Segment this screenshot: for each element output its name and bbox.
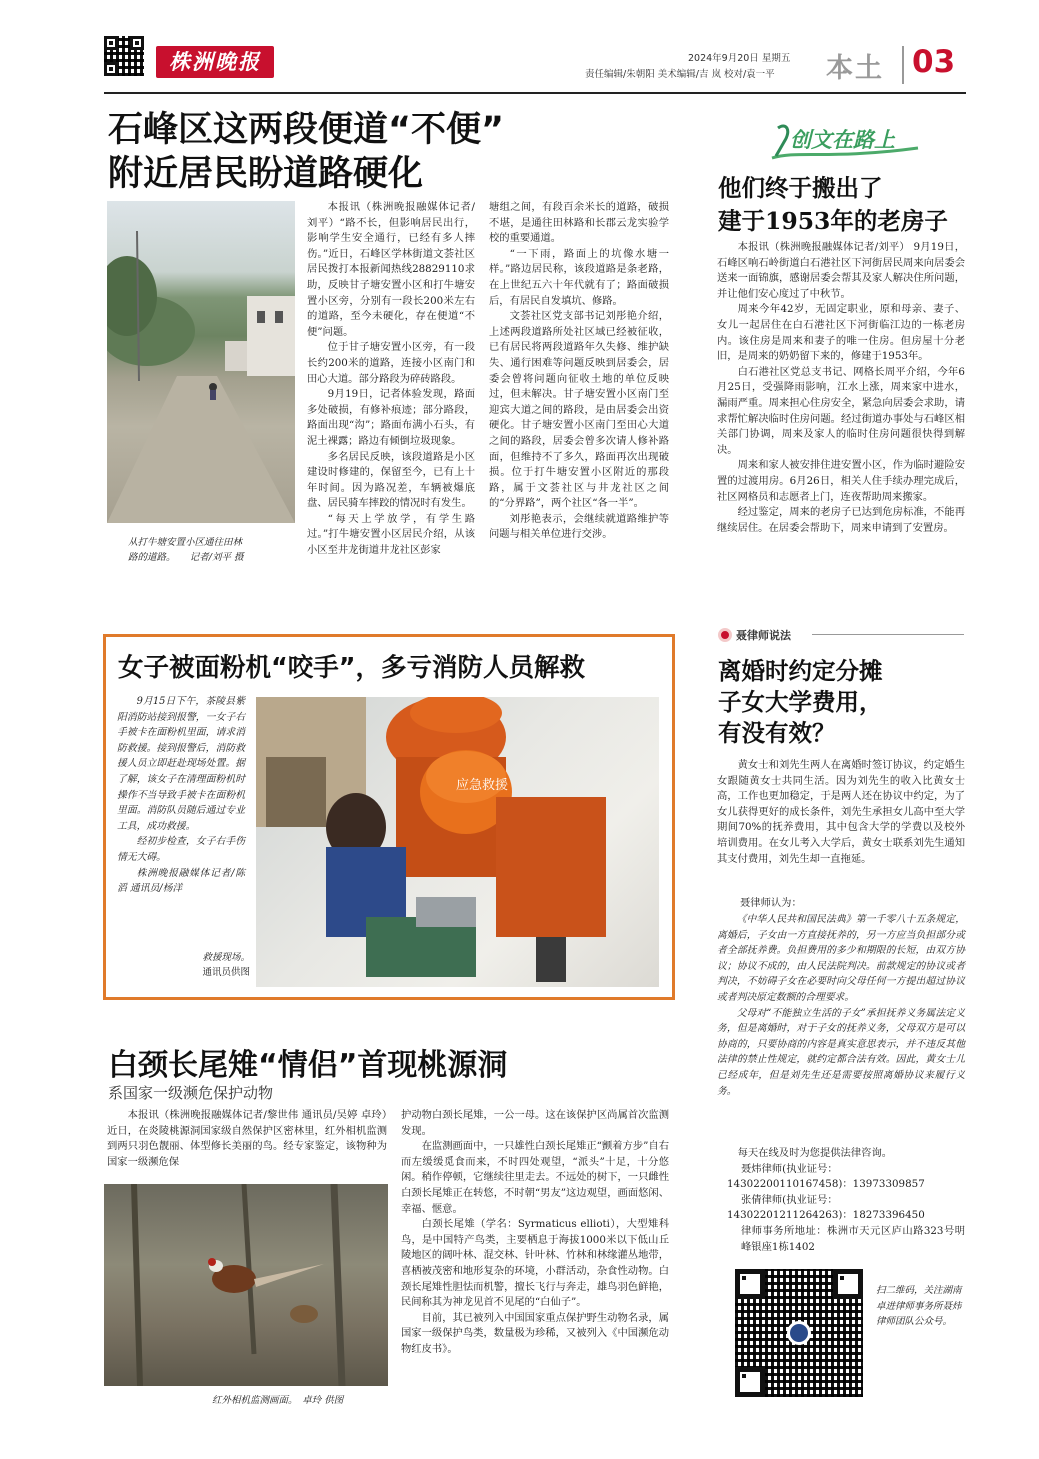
article1-paragraph: 本报讯（株洲晚报融媒体记者/刘平）“路不长，但影响居民出行，影响学生安全通行，已经有多人摔伤。”近日，石峰区学林街道文荟社区居民拨打本报新闻热线28829110求助，反映甘子塘安置小区和打牛塘安置小区旁，分别有一段长200米左右的道路，至今未硬化，存在便道“不便”问题。: [307, 201, 475, 338]
pheasant-photo-illustration: [104, 1184, 388, 1386]
article2-paragraph: 9月15日下午，茶陵县紫阳消防站接到报警，一女子右手被卡在面粉机里面，请求消防救援。接到报警后，消防救援人员立即赶赴现场处置。据了解，该女子在清理面粉机时操作不当导致手被卡在面粉机里面。消防队员随后通过专业工具，成功救援。: [117, 696, 245, 832]
article5-opinion-paragraph: 父母对“不能独立生活的子女”承担抚养义务属法定义务，但是离婚时，对于子女的抚养义务，父母双方是可以协商的，只要协商的内容是真实意思表示，并不违反其他法律的禁止性规定，就约定都合法有效。因此，黄女士儿已经成年，但是刘先生还是需要按照离婚协议来履行义务。: [717, 1007, 965, 1097]
article1-headline-line1: 石峰区这两段便道“不便”: [108, 110, 505, 150]
article5-contact: [717, 1146, 965, 1255]
creative-civilization-banner: [768, 120, 928, 164]
column-label: 聂律师说法: [736, 629, 791, 642]
rescue-photo-caption: [180, 950, 250, 980]
lawyer2-id: 14302201211264263)：18273396450: [727, 1209, 925, 1222]
article5-opinion-title: 聂律师认为：: [740, 897, 802, 909]
rescue-photo: [256, 697, 659, 987]
article1-headline: [108, 108, 504, 196]
article3-headline: 白颈长尾雉“情侣”首现桃源洞: [108, 1048, 508, 1083]
article3-paragraph: 在监测画面中，一只雄性白颈长尾雉正“颤着方步”自右而左缓缓觅食而来，不时四处观望，“派头”十足，十分悠闲。稍作停顿，它继续往里走去。不远处的树下，一只雌性白颈长尾雉正在转悠，不时朝“男友”这边观望，画面悠闲、幸福、惬意。: [401, 1140, 669, 1215]
lawyer1-name: 聂炜律师(执业证号：: [741, 1162, 838, 1175]
section-name: 本土: [826, 53, 884, 84]
road-photo: [107, 201, 295, 523]
article4-paragraph: 周来和家人被安排住进安置小区，作为临时避险安置的过渡用房。6月26日，相关人住手续办理完成后，社区网格员和志愿者上门，连夜帮助周来搬家。: [717, 459, 965, 503]
article5-opinion-paragraph: 《中华人民共和国民法典》第一千零八十五条规定，离婚后，子女由一方直接抚养的，另一方应当负担部分或者全部抚养费。负担费用的多少和期限的长短，由双方协议；协议不成的，由人民法院判决。前款规定的协议或者判决，不妨碍子女在必要时向父母任何一方提出超过协议或者判决原定数额的合理要求。: [717, 914, 965, 1003]
article5-headline-line2: 子女大学费用，: [718, 688, 883, 716]
masthead-qr-code[interactable]: [104, 36, 144, 76]
article2-headline: 女子被面粉机“咬手”，多亏消防人员解救: [118, 653, 586, 683]
contact-intro: 每天在线及时为您提供法律咨询。: [737, 1147, 893, 1159]
article4-headline-line1: 他们终于搬出了: [718, 174, 883, 202]
article1-column1: [307, 200, 475, 559]
section-divider: [902, 46, 904, 84]
article4-headline: [718, 172, 948, 238]
law-firm-qr-code[interactable]: [735, 1269, 863, 1397]
law-firm-address: 律师事务所地址：株洲市天元区庐山路323号明峰银座1栋1402: [741, 1224, 965, 1253]
article3-paragraph: 目前，其已被列入中国国家重点保护野生动物名录，属国家一级保护鸟类，数量极为珍稀，又被列入《中国濒危动物红皮书》。: [401, 1311, 669, 1355]
article1-paragraph: 9月19日，记者体验发现，路面多处破损，有修补痕迹；部分路段，路面出现“沟”；路面布满小石头，有泥土裸露；路边有倾倒垃圾现象。: [307, 388, 475, 447]
pheasant-photo: [104, 1184, 388, 1386]
article1-paragraph: “每天上学放学，有学生路过。”打牛塘安置小区居民介绍，从该小区至井龙街道井龙社区彭家: [307, 512, 475, 557]
banner-text: 创文在路上: [790, 128, 895, 152]
article1-paragraph: 位于甘子塘安置小区旁，有一段长约200米的道路，连接小区南门和田心大道。部分路段为碎砖路段。: [307, 341, 475, 385]
page-number: 03: [912, 44, 956, 80]
article3-column2: [401, 1108, 669, 1358]
article5-headline-line1: 离婚时约定分摊: [718, 657, 883, 685]
lawyer1-id: 14302200110167458)：13973309857: [727, 1178, 925, 1191]
article3-column1: [107, 1108, 387, 1170]
article3-paragraph: 护动物白颈长尾雉，一公一母。这在该保护区尚属首次监测发现。: [401, 1109, 669, 1137]
article1-paragraph: 文荟社区党支部书记刘彤艳介绍，上述两段道路所处社区域已经被征收，已有居民将两段道路年久失修、维护缺失、通行困难等问题反映到居委会，居委会曾将问题向征收土地的单位反映过，但未解决。甘子塘安置小区南门至迎宾大道之间的路段，是由居委会出资硬化。甘子塘安置小区南门至田心大道之间的路段，居委会曾多次请人修补路面，但维持不了多久，路面再次出现破损。位于打牛塘安置小区附近的那段路，属于文荟社区与井龙社区之间的“分界路”，两个社区“各一半”。: [489, 310, 669, 510]
article3-paragraph: 本报讯（株洲晚报融媒体记者/黎世伟 通讯员/吴婷 卓玲）近日，在炎陵桃源洞国家级自然保护区密林里，红外相机监测到两只羽色靓丽、体型修长美丽的鸟。经专家鉴定，该物种为国家一级濒危保: [107, 1109, 387, 1168]
pheasant-photo-caption: 红外相机监测画面。 卓玲 供图: [212, 1395, 344, 1406]
road-photo-illustration: [107, 201, 295, 523]
article5-headline-line3: 有没有效？: [718, 719, 836, 747]
article3-paragraph: 白颈长尾雉（学名：Syrmaticus ellioti），大型雉科鸟，是中国特产鸟类，主要栖息于海拔1000米以下低山丘陵地区的阔叶林、混交林、针叶林、竹林和林缘灌丛地带，喜栖被茂密和地形复杂的环境，小群活动，杂食性动物。白颈长尾雉性胆怯而机警，擅长飞行与奔走，雄鸟羽色鲜艳，民间称其为神龙见首不见尾的“白仙子”。: [401, 1218, 669, 1309]
helmet-text: 应急救援: [456, 778, 509, 793]
article1-paragraph: 多名居民反映，该段道路是小区建设时修建的，保留至今，已有上十年时间。因为路况差，车辆被爆底盘、居民骑车摔跤的情况时有发生。: [307, 450, 475, 510]
article3-subheadline: 系国家一级濒危保护动物: [108, 1084, 274, 1102]
column-label-rule: [812, 634, 964, 635]
road-photo-caption-line2: 路的道路。 记者/刘平 摄: [128, 552, 244, 563]
article2-paragraph: 株洲晚报融媒体记者/陈滔 通讯员/杨洋: [117, 867, 245, 895]
logo-text: 株洲晚报: [169, 49, 261, 74]
article1-paragraph: 刘彤艳表示，会继续就道路维护等问题与相关单位进行交涉。: [489, 512, 669, 541]
article5-paragraph: 黄女士和刘先生两人在离婚时签订协议，约定婚生女跟随黄女士共同生活。因为刘先生的收入比黄女士高，工作也更加稳定，于是两人还在协议中约定，为了女儿获得更好的成长条件，刘先生承担女儿高中至大学期间70%的抚养费用，其中包含大学的学费以及校外培训费用。在女儿考入大学后，黄女士联系刘先生通知其支付费用，刘先生却一直拖延。: [717, 759, 965, 865]
article4-headline-line2: 建于1953年的老房子: [718, 207, 948, 235]
article4-text: [717, 240, 965, 536]
newspaper-logo: [156, 46, 274, 78]
lawyer2-name: 张倩律师(执业证号：: [741, 1193, 838, 1206]
article4-paragraph: 本报讯（株洲晚报融媒体记者/刘平） 9月19日，石峰区响石岭街道白石港社区下河街居民周来向居委会送来一面锦旗，感谢居委会帮其及家人解决住所问题，并让他们安心度过了中秋节。: [717, 241, 965, 300]
article4-paragraph: 白石港社区党总支书记、网格长周平介绍，今年6月25日，受强降雨影响，江水上涨，周来家中进水，漏雨严重。周来担心住房安全，紧急向居委会求助，请求帮忙解决临时住房问题。经过街道办事处与石峰区相关部门协调，周来及家人的临时住房问题很快得到解决。: [717, 365, 965, 456]
article2-paragraph: 经初步检查，女子右手伤情无大碍。: [117, 836, 245, 863]
editor-credits: 责任编辑/朱朝阳 美术编辑/吉 岚 校对/袁一平: [585, 69, 775, 80]
article5-headline: [718, 656, 883, 749]
article1-column2: [489, 200, 669, 543]
qr-center-logo-icon: [787, 1321, 811, 1345]
law-firm-qr-text: 扫二维码，关注湖南卓进律师事务所聂炜律师团队公众号。: [876, 1285, 962, 1327]
article4-paragraph: 经过鉴定，周来的老房子已达到危房标准，不能再继续居住。在居委会帮助下，周来申请到了安置房。: [717, 506, 965, 534]
article5-opinion: [717, 912, 965, 1099]
column-label-marker-icon: [718, 628, 732, 642]
article1-headline-line2: 附近居民盼道路硬化: [108, 154, 424, 194]
article1-paragraph: 塘组之间，有段百余米长的道路，破损不堪，是通往田林路和长郡云龙实验学校的重要通道。: [489, 201, 669, 245]
rescue-photo-caption-line1: 救援现场。: [202, 952, 250, 963]
article5-text: [717, 758, 965, 867]
article2-text: [117, 694, 245, 897]
article1-paragraph: “一下雨，路面上的坑像水塘一样。”路边居民称，该段道路是条老路，在上世纪五六十年代就有了；路面破损后，有居民自发填坑、修路。: [489, 247, 669, 307]
rescue-photo-illustration: [256, 697, 659, 987]
issue-date: 2024年9月20日 星期五: [688, 53, 791, 64]
rescue-photo-caption-line2: 通讯员供图: [202, 967, 250, 978]
article4-paragraph: 周来今年42岁，无固定职业，原和母亲、妻子、女儿一起居住在白石港社区下河街临江边的一栋老房内。该住房是周来和妻子的唯一住房。但房屋十分老旧，是周来的奶奶留下来的，修建于1953年。: [717, 303, 965, 363]
road-photo-caption: [128, 535, 288, 565]
road-photo-caption-line1: 从打牛塘安置小区通往田林: [128, 537, 243, 548]
masthead-rule: [104, 92, 966, 94]
